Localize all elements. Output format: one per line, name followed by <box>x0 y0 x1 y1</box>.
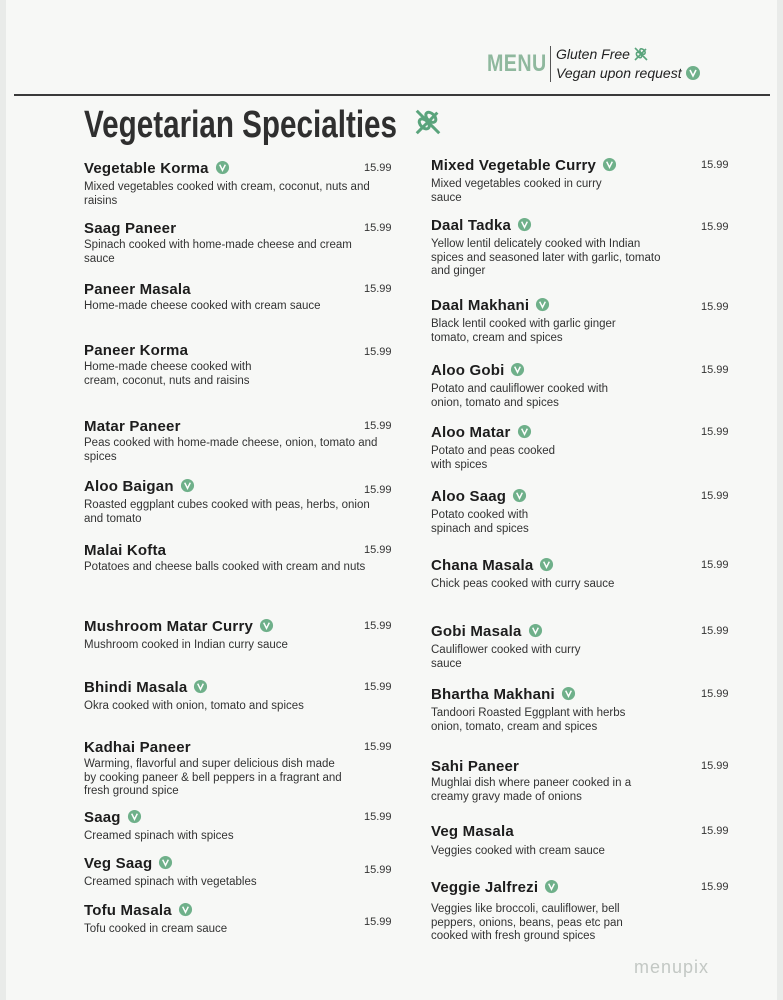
item-name: Saag Paneer <box>84 220 177 237</box>
vegan-leaf-icon <box>158 857 173 874</box>
vegan-leaf-icon <box>544 881 559 898</box>
vegan-leaf-icon <box>535 299 550 316</box>
menu-item <box>84 220 392 266</box>
item-price: 15.99 <box>701 364 729 376</box>
vegan-leaf-icon <box>528 625 543 642</box>
menu-item <box>84 809 392 844</box>
item-price: 15.99 <box>701 426 729 438</box>
item-price: 15.99 <box>364 916 392 928</box>
item-description: Home-made cheese cooked with cream sauce <box>84 300 321 312</box>
vegan-leaf-icon <box>685 68 701 84</box>
item-name: Aloo Baigan <box>84 478 174 495</box>
menu-item <box>84 679 392 714</box>
item-description: Roasted eggplant cubes cooked with peas, herbs, onion and tomato <box>84 499 370 525</box>
vegan-leaf-icon <box>539 559 554 576</box>
item-description: Veggies cooked with cream sauce <box>431 845 605 857</box>
vegan-leaf-icon <box>259 620 274 637</box>
item-description: Creamed spinach with spices <box>84 830 234 842</box>
item-name: Sahi Paneer <box>431 758 520 775</box>
menu-item <box>431 879 731 944</box>
menu-item <box>431 623 731 671</box>
item-price: 15.99 <box>364 681 392 693</box>
menu-header <box>6 44 777 88</box>
item-description: Peas cooked with home-made cheese, onion, tomato and spices <box>84 437 378 463</box>
item-description: Mughlai dish where paneer cooked in a creamy gravy made of onions <box>431 777 632 803</box>
item-description: Creamed spinach with vegetables <box>84 876 257 888</box>
item-name: Aloo Gobi <box>431 362 505 379</box>
menu-item <box>84 618 392 653</box>
item-price: 15.99 <box>364 811 392 823</box>
item-description: Mixed vegetables cooked with cream, coconut, nuts and raisins <box>84 181 370 207</box>
item-name: Mushroom Matar Curry <box>84 618 254 635</box>
vegan-leaf-icon <box>517 219 532 236</box>
item-description: Potato cooked with spinach and spices <box>431 509 529 535</box>
item-name: Kadhai Paneer <box>84 739 191 756</box>
gluten-free-icon <box>633 49 649 65</box>
item-price: 15.99 <box>364 222 392 234</box>
item-name: Veg Saag <box>84 855 153 872</box>
item-price: 15.99 <box>701 559 729 571</box>
vegan-leaf-icon <box>178 904 193 921</box>
menu-item <box>84 855 392 890</box>
item-name: Saag <box>84 809 121 826</box>
gluten-free-icon <box>413 107 443 142</box>
menu-item <box>431 488 731 536</box>
vegan-label: Vegan upon request <box>556 65 682 81</box>
item-name: Paneer Masala <box>84 281 191 298</box>
item-description: Yellow lentil delicately cooked with Indian spices and seasoned later with garlic, tomato and ginger <box>431 238 661 278</box>
item-description: Potato and peas cooked with spices <box>431 445 556 471</box>
menu-item <box>84 281 392 314</box>
item-description: Warming, flavorful and super delicious dish made by cooking paneer & bell peppers in a fragrant and fresh ground spice <box>84 758 342 798</box>
header-divider <box>550 46 551 82</box>
item-description: Mushroom cooked in Indian curry sauce <box>84 639 288 651</box>
item-name: Aloo Saag <box>431 488 507 505</box>
item-description: Cauliflower cooked with curry sauce <box>431 644 581 670</box>
item-description: Spinach cooked with home-made cheese and cream sauce <box>84 239 352 265</box>
vegan-leaf-icon <box>127 811 142 828</box>
item-name: Matar Paneer <box>84 418 181 435</box>
item-name: Bhindi Masala <box>84 679 188 696</box>
menu-item <box>84 902 392 937</box>
item-name: Vegetable Korma <box>84 160 209 177</box>
menu-item <box>84 160 392 208</box>
item-description: Chick peas cooked with curry sauce <box>431 578 615 590</box>
gluten-free-label: Gluten Free <box>556 46 630 62</box>
item-name: Veggie Jalfrezi <box>431 879 539 896</box>
item-price: 15.99 <box>701 490 729 502</box>
item-description: Tandoori Roasted Eggplant with herbs onion, tomato, cream and spices <box>431 707 626 733</box>
item-price: 15.99 <box>364 544 392 556</box>
item-description: Black lentil cooked with garlic ginger tomato, cream and spices <box>431 318 616 344</box>
item-name: Tofu Masala <box>84 902 172 919</box>
item-price: 15.99 <box>364 484 392 496</box>
item-name: Gobi Masala <box>431 623 522 640</box>
item-price: 15.99 <box>364 620 392 632</box>
vegan-leaf-icon <box>561 688 576 705</box>
item-name: Paneer Korma <box>84 342 189 359</box>
item-price: 15.99 <box>701 825 729 837</box>
watermark: menupix <box>634 957 710 977</box>
legend-gluten-free <box>556 46 649 65</box>
item-name: Daal Tadka <box>431 217 512 234</box>
menu-item <box>431 758 731 804</box>
menu-item <box>431 823 731 859</box>
menu-label: MENU <box>487 50 547 77</box>
item-description: Home-made cheese cooked with cream, coconut, nuts and raisins <box>84 361 252 387</box>
item-price: 15.99 <box>364 420 392 432</box>
item-name: Bhartha Makhani <box>431 686 555 703</box>
vegan-leaf-icon <box>510 364 525 381</box>
menu-item <box>431 557 731 592</box>
item-price: 15.99 <box>701 625 729 637</box>
menu-item <box>84 342 392 388</box>
item-price: 15.99 <box>701 221 729 233</box>
item-name: Chana Masala <box>431 557 534 574</box>
item-price: 15.99 <box>364 346 392 358</box>
vegan-leaf-icon <box>517 426 532 443</box>
item-price: 15.99 <box>701 688 729 700</box>
item-description: Potato and cauliflower cooked with onion, tomato and spices <box>431 383 609 409</box>
menu-item <box>431 686 731 734</box>
item-description: Veggies like broccoli, cauliflower, bell peppers, onions, beans, peas etc pan cooked with fresh ground spices <box>431 903 623 943</box>
menu-item <box>431 157 731 205</box>
item-price: 15.99 <box>364 283 392 295</box>
section-title: Vegetarian Specialties <box>84 104 398 146</box>
item-name: Malai Kofta <box>84 542 167 559</box>
item-description: Okra cooked with onion, tomato and spices <box>84 700 304 712</box>
vegan-leaf-icon <box>512 490 527 507</box>
menu-item <box>84 418 392 464</box>
item-name: Daal Makhani <box>431 297 530 314</box>
item-price: 15.99 <box>364 864 392 876</box>
vegan-leaf-icon <box>602 159 617 176</box>
item-price: 15.99 <box>364 741 392 753</box>
menu-item <box>431 217 731 279</box>
item-name: Mixed Vegetable Curry <box>431 157 597 174</box>
item-price: 15.99 <box>701 881 729 893</box>
menu-item <box>84 542 392 575</box>
menu-item <box>431 424 731 472</box>
menu-item <box>431 297 731 345</box>
item-price: 15.99 <box>701 760 729 772</box>
header-rule <box>14 94 770 96</box>
item-description: Tofu cooked in cream sauce <box>84 923 228 935</box>
vegan-leaf-icon <box>215 162 230 179</box>
menu-item <box>431 362 731 410</box>
menu-item <box>84 739 392 799</box>
legend-vegan <box>556 65 701 84</box>
item-name: Veg Masala <box>431 823 514 840</box>
vegan-leaf-icon <box>193 681 208 698</box>
item-price: 15.99 <box>701 159 729 171</box>
menu-page <box>6 0 777 1000</box>
menu-item <box>84 478 392 526</box>
item-price: 15.99 <box>701 301 729 313</box>
item-name: Aloo Matar <box>431 424 511 441</box>
vegan-leaf-icon <box>180 480 195 497</box>
item-price: 15.99 <box>364 162 392 174</box>
item-description: Potatoes and cheese balls cooked with cream and nuts <box>84 561 366 573</box>
item-description: Mixed vegetables cooked in curry sauce <box>431 178 602 204</box>
